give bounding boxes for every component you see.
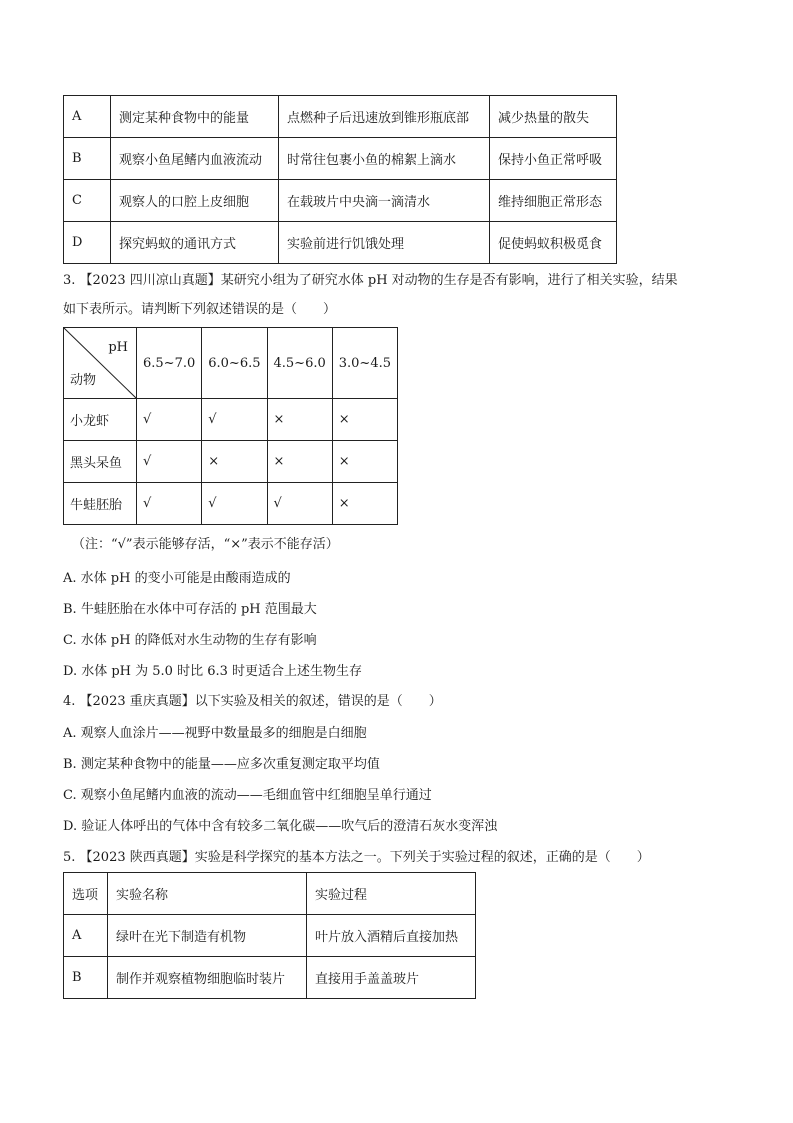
survival-mark: √ [267, 483, 332, 525]
table-cell: 绿叶在光下制造有机物 [108, 915, 307, 957]
table-row [64, 399, 398, 441]
survival-mark: √ [137, 483, 202, 525]
experiment-table-5 [63, 872, 476, 999]
table-cell: 维持细胞正常形态 [490, 180, 617, 222]
table-cell: 时常往包裹小鱼的棉絮上滴水 [279, 138, 490, 180]
column-header: 6.0~6.5 [202, 328, 267, 399]
table-cell: A [64, 96, 111, 138]
question-5-stem: 5. 【2023 陕西真题】实验是科学探究的基本方法之一。下列关于实验过程的叙述，正确的是（ ） [63, 850, 650, 865]
table-cell: 叶片放入酒精后直接加热 [307, 915, 476, 957]
question-3-stem-line-2: 如下表所示。请判断下列叙述错误的是（ ） [63, 302, 337, 317]
question-4-option-b: B. 测定某种食物中的能量——应多次重复测定取平均值 [63, 757, 380, 772]
question-4-stem: 4. 【2023 重庆真题】以下实验及相关的叙述，错误的是（ ） [63, 694, 442, 709]
animal-name: 小龙虾 [64, 399, 137, 441]
table-row [64, 441, 398, 483]
diagonal-header-cell [64, 328, 137, 399]
table-cell: 直接用手盖盖玻片 [307, 957, 476, 999]
table-row [64, 180, 617, 222]
table-cell: D [64, 222, 111, 264]
column-header: 选项 [64, 873, 108, 915]
survival-mark: × [267, 441, 332, 483]
table-note: （注：“√”表示能够存活，“×”表示不能存活） [72, 537, 339, 552]
experiment-table-1 [63, 95, 617, 264]
table-cell: 实验前进行饥饿处理 [279, 222, 490, 264]
table-cell: B [64, 138, 111, 180]
animal-name: 黑头呆鱼 [64, 441, 137, 483]
survival-mark: √ [137, 441, 202, 483]
question-4-option-d: D. 验证人体呼出的气体中含有较多二氧化碳——吹气后的澄清石灰水变浑浊 [63, 819, 498, 834]
column-header: 实验名称 [108, 873, 307, 915]
table-row [64, 222, 617, 264]
table-cell: 促使蚂蚁积极觅食 [490, 222, 617, 264]
animal-name: 牛蛙胚胎 [64, 483, 137, 525]
question-3-option-c: C. 水体 pH 的降低对水生动物的生存有影响 [63, 633, 317, 648]
question-4-option-c: C. 观察小鱼尾鳍内血液的流动——毛细血管中红细胞呈单行通过 [63, 788, 432, 803]
table-row [64, 483, 398, 525]
question-4-option-a: A. 观察人血涂片——视野中数量最多的细胞是白细胞 [63, 726, 367, 741]
table-row [64, 96, 617, 138]
survival-mark: √ [137, 399, 202, 441]
ph-survival-table [63, 327, 398, 525]
column-header: 实验过程 [307, 873, 476, 915]
table-cell: 制作并观察植物细胞临时装片 [108, 957, 307, 999]
table-row [64, 915, 476, 957]
table-header-row [64, 328, 398, 399]
header-ph-label: pH [108, 340, 128, 355]
table-cell: 测定某种食物中的能量 [111, 96, 279, 138]
table-cell: 观察小鱼尾鳍内血液流动 [111, 138, 279, 180]
survival-mark: √ [202, 399, 267, 441]
question-3-option-d: D. 水体 pH 为 5.0 时比 6.3 时更适合上述生物生存 [63, 664, 363, 679]
survival-mark: × [332, 441, 397, 483]
table-cell: 在载玻片中央滴一滴清水 [279, 180, 490, 222]
table-cell: 点燃种子后迅速放到锥形瓶底部 [279, 96, 490, 138]
column-header: 4.5~6.0 [267, 328, 332, 399]
survival-mark: × [332, 483, 397, 525]
survival-mark: × [267, 399, 332, 441]
table-cell: 观察人的口腔上皮细胞 [111, 180, 279, 222]
column-header: 6.5~7.0 [137, 328, 202, 399]
table-cell: C [64, 180, 111, 222]
survival-mark: √ [202, 483, 267, 525]
question-3-stem-line-1: 3. 【2023 四川凉山真题】某研究小组为了研究水体 pH 对动物的生存是否有影响，进行了相关实验，结果 [63, 273, 678, 288]
question-3-option-a: A. 水体 pH 的变小可能是由酸雨造成的 [63, 571, 291, 586]
table-header-row [64, 873, 476, 915]
table-cell: 减少热量的散失 [490, 96, 617, 138]
table-row [64, 957, 476, 999]
header-animal-label: 动物 [70, 373, 97, 388]
survival-mark: × [202, 441, 267, 483]
table-cell: A [64, 915, 108, 957]
table-cell: 探究蚂蚁的通讯方式 [111, 222, 279, 264]
table-cell: 保持小鱼正常呼吸 [490, 138, 617, 180]
survival-mark: × [332, 399, 397, 441]
table-row [64, 138, 617, 180]
column-header: 3.0~4.5 [332, 328, 397, 399]
question-3-option-b: B. 牛蛙胚胎在水体中可存活的 pH 范围最大 [63, 602, 317, 617]
table-cell: B [64, 957, 108, 999]
